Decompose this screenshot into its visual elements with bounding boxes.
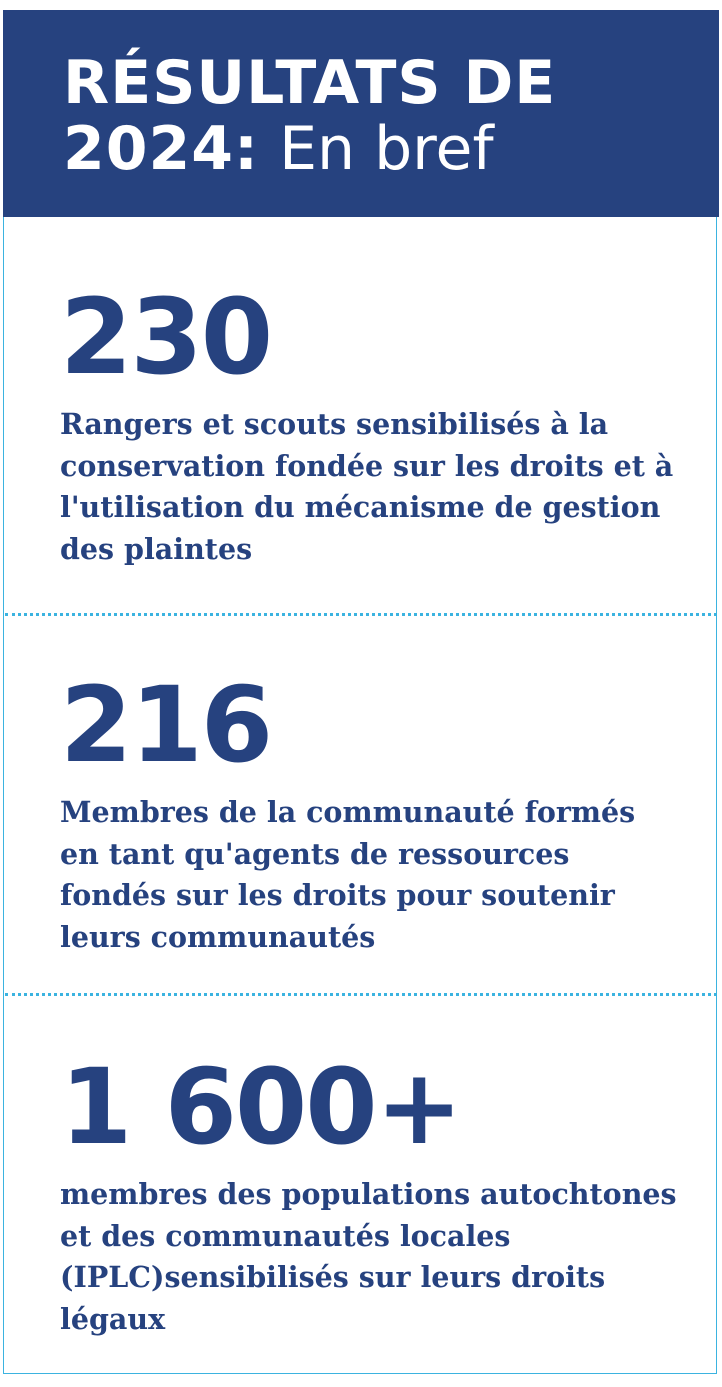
stat-description: Rangers et scouts sensibilisés à la conservation fondée sur les droits et à l'utilisation du mécanisme de gestion des plaintes	[60, 407, 674, 566]
stat-number: 230	[60, 276, 272, 398]
header-title-bold-2: 2024:	[63, 114, 259, 184]
dotted-divider	[5, 993, 717, 996]
header-title-line-1	[63, 50, 719, 116]
stat-description: membres des populations autochtones et des communautés locales (IPLC)sensibilisés sur leurs droits légaux	[60, 1177, 677, 1336]
header-banner	[3, 10, 719, 217]
stat-block-1	[60, 276, 680, 570]
dotted-divider	[5, 613, 717, 616]
stat-number: 1 600+	[60, 1046, 461, 1168]
stat-number: 216	[60, 664, 272, 786]
header-title-light: En bref	[279, 114, 494, 184]
header-title-bold-1: RÉSULTATS DE	[63, 48, 557, 118]
stat-block-3	[60, 1046, 680, 1340]
header-title-line-2	[63, 116, 719, 182]
stat-description: Membres de la communauté formés en tant qu'agents de ressources fondés sur les droits pour soutenir leurs communautés	[60, 795, 636, 954]
stat-block-2	[60, 664, 680, 958]
